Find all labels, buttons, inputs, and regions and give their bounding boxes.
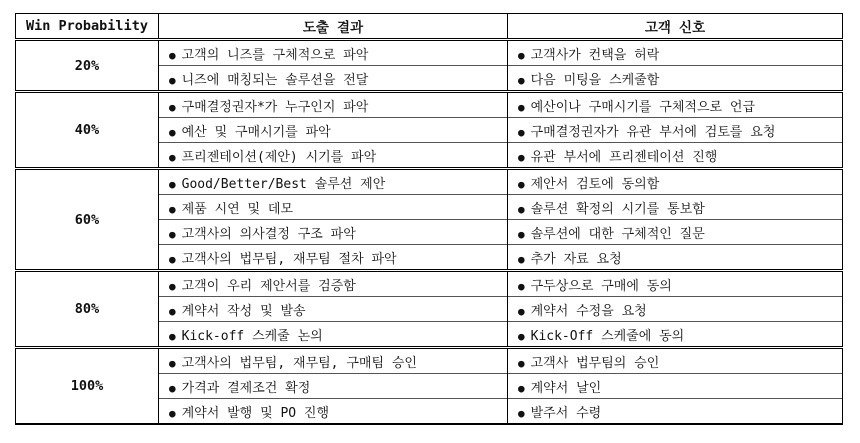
customer-signal-cell [508,399,843,425]
bullet-icon: ● [518,279,525,293]
customer-signal-text: 다음 미팅을 스케줄함 [530,72,660,88]
customer-signal-text: 구매결정권자가 유관 부서에 검토를 요청 [530,124,776,140]
result-text: 고객사의 법무팀, 재무팀 절차 파악 [181,251,397,267]
customer-signal-text: 예산이나 구매시기를 구체적으로 언급 [530,99,756,115]
win-probability-cell: 40% [16,92,159,169]
customer-signal-text: 제안서 검토에 동의함 [530,176,660,192]
result-cell [159,40,508,66]
result-text: 계약서 발행 및 PO 진행 [181,405,330,421]
result-cell [159,66,508,92]
bullet-icon: ● [169,202,176,216]
bullet-icon: ● [169,100,176,114]
result-cell [159,92,508,118]
bullet-icon: ● [518,177,525,191]
result-text: 고객의 니즈를 구체적으로 파악 [181,47,369,63]
customer-signal-text: Kick-Off 스케줄에 동의 [530,328,685,344]
bullet-icon: ● [518,329,525,343]
customer-signal-cell [508,245,843,271]
result-cell [159,143,508,169]
customer-signal-text: 유관 부서에 프리젠테이션 진행 [530,149,718,165]
table-row [16,348,843,374]
customer-signal-cell [508,40,843,66]
table-row [16,92,843,118]
bullet-icon: ● [518,252,525,266]
bullet-icon: ● [169,125,176,139]
bullet-icon: ● [518,356,525,370]
bullet-icon: ● [518,381,525,395]
bullet-icon: ● [518,100,525,114]
customer-signal-text: 솔루션 확정의 시기를 통보함 [530,201,705,217]
result-text: 고객이 우리 제안서를 검증함 [181,278,356,294]
bullet-icon: ● [169,356,176,370]
customer-signal-text: 계약서 날인 [530,380,602,396]
bullet-icon: ● [169,227,176,241]
bullet-icon: ● [169,48,176,62]
customer-signal-text: 구두상으로 구매에 동의 [530,278,672,294]
bullet-icon: ● [518,73,525,87]
bullet-icon: ● [518,48,525,62]
bullet-icon: ● [518,227,525,241]
win-probability-cell: 60% [16,169,159,271]
bullet-icon: ● [169,304,176,318]
customer-signal-text: 고객사가 컨택을 허락 [530,47,660,63]
bullet-icon: ● [169,279,176,293]
result-text: 구매결정권자*가 누구인지 파악 [181,99,369,115]
bullet-icon: ● [169,150,176,164]
result-text: 예산 및 구매시기를 파악 [181,124,331,140]
header-win-probability: Win Probability [16,14,159,40]
customer-signal-cell [508,322,843,348]
customer-signal-text: 고객사 법무팀의 승인 [530,355,660,371]
result-cell [159,399,508,425]
result-cell [159,297,508,322]
result-cell [159,374,508,399]
table-row [16,40,843,66]
result-cell [159,245,508,271]
customer-signal-cell [508,66,843,92]
win-probability-cell: 80% [16,271,159,348]
header-result: 도출 결과 [159,14,508,40]
bullet-icon: ● [169,381,176,395]
customer-signal-cell [508,143,843,169]
result-text: Kick-off 스케줄 논의 [181,328,323,344]
result-cell [159,118,508,143]
result-cell [159,348,508,374]
bullet-icon: ● [518,202,525,216]
bullet-icon: ● [169,73,176,87]
table-header-row [16,14,843,40]
result-text: 프리젠테이션(제안) 시기를 파악 [181,149,377,165]
result-text: 가격과 결제조건 확정 [181,380,311,396]
table-row [16,271,843,297]
bullet-icon: ● [169,406,176,420]
win-probability-cell: 20% [16,40,159,92]
customer-signal-cell [508,118,843,143]
customer-signal-cell [508,297,843,322]
customer-signal-cell [508,195,843,220]
result-cell [159,271,508,297]
customer-signal-text: 솔루션에 대한 구체적인 질문 [530,226,705,242]
bullet-icon: ● [169,177,176,191]
result-cell [159,195,508,220]
header-customer-signal: 고객 신호 [508,14,843,40]
bullet-icon: ● [518,406,525,420]
win-probability-cell: 100% [16,348,159,425]
bullet-icon: ● [518,150,525,164]
result-text: 고객사의 법무팀, 재무팀, 구매팀 승인 [181,355,417,371]
customer-signal-cell [508,271,843,297]
win-probability-table [15,13,843,425]
table-row [16,169,843,195]
result-text: 고객사의 의사결정 구조 파악 [181,226,356,242]
bullet-icon: ● [169,329,176,343]
result-text: 제품 시연 및 데모 [181,201,294,217]
result-text: 니즈에 매칭되는 솔루션을 전달 [181,72,369,88]
result-cell [159,322,508,348]
customer-signal-cell [508,220,843,245]
result-text: Good/Better/Best 솔루션 제안 [181,176,386,192]
bullet-icon: ● [169,252,176,266]
customer-signal-cell [508,92,843,118]
result-cell [159,169,508,195]
win-probability-table-container [15,13,843,425]
customer-signal-text: 발주서 수령 [530,405,602,421]
customer-signal-text: 계약서 수정을 요청 [530,303,647,319]
customer-signal-cell [508,169,843,195]
result-cell [159,220,508,245]
customer-signal-text: 추가 자료 요청 [530,251,622,267]
customer-signal-cell [508,348,843,374]
bullet-icon: ● [518,125,525,139]
table-body [16,40,843,425]
result-text: 계약서 작성 및 발송 [181,303,306,319]
customer-signal-cell [508,374,843,399]
bullet-icon: ● [518,304,525,318]
